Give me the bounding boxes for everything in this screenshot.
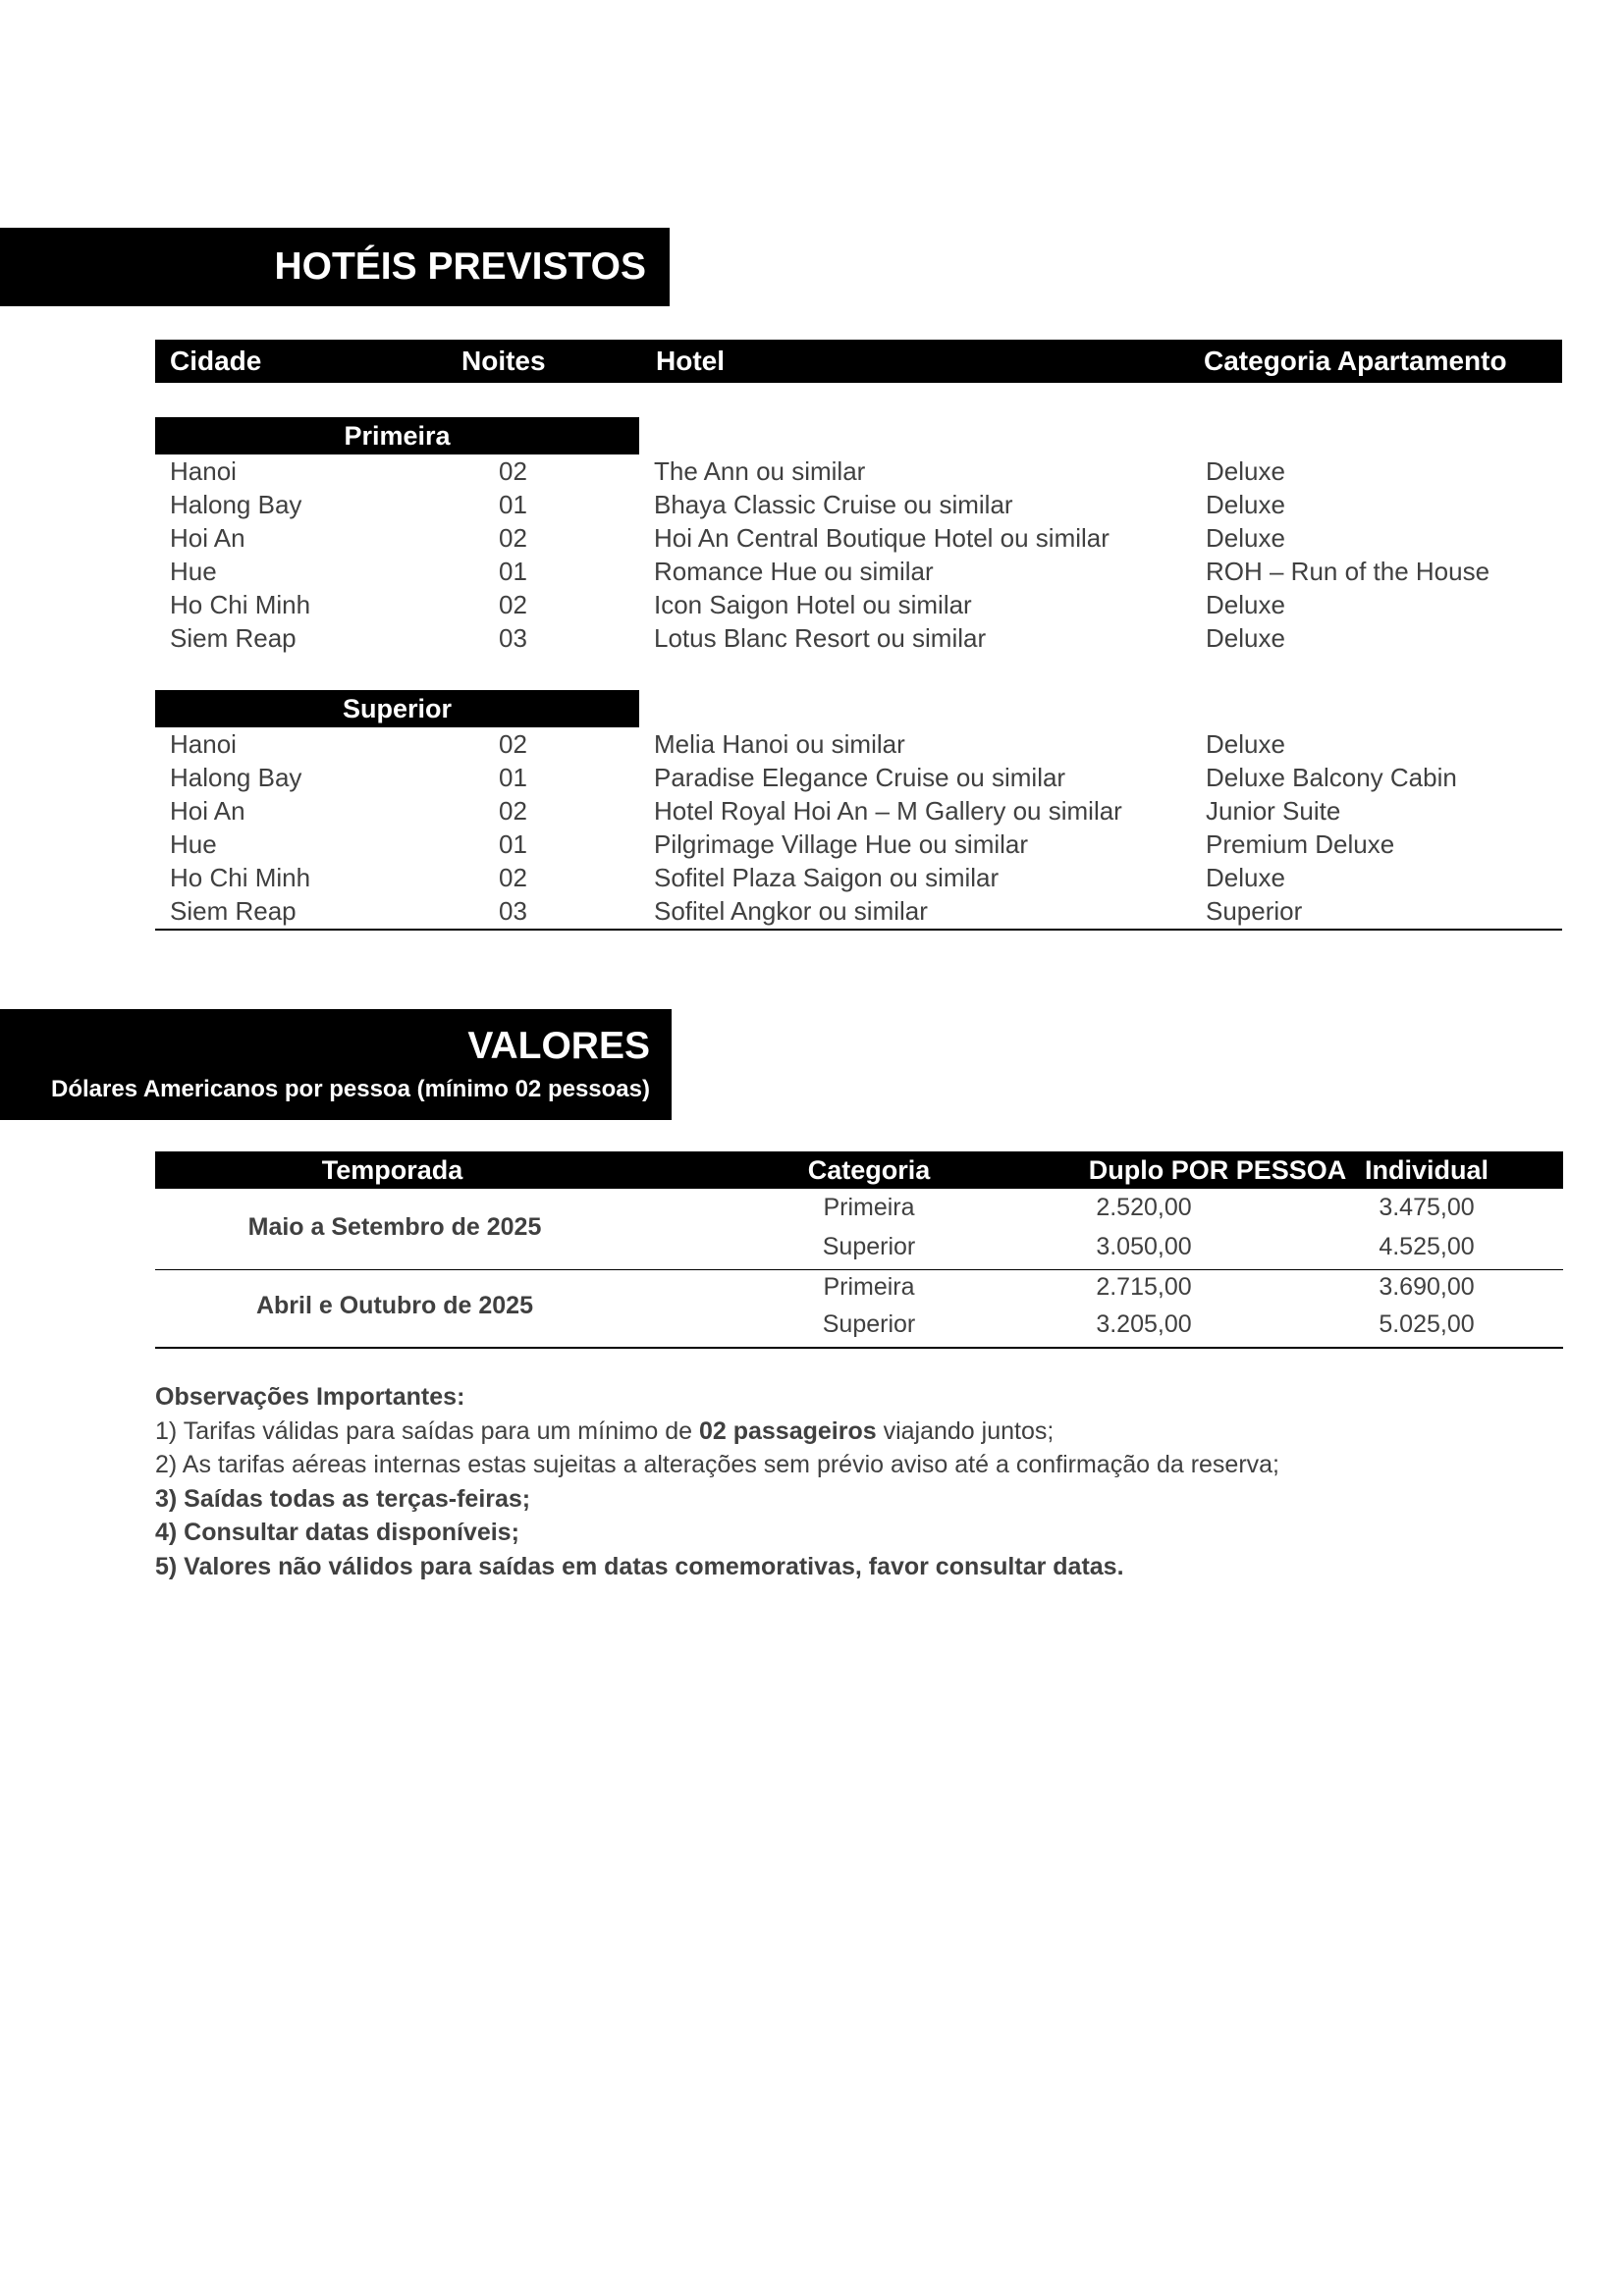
note-5: 5) Valores não válidos para saídas em datas comemorativas, favor consultar datas. bbox=[155, 1552, 1124, 1580]
city-cell: Hanoi bbox=[170, 729, 237, 759]
nights-cell: 03 bbox=[499, 896, 527, 926]
double-price-cell: 3.205,00 bbox=[1096, 1310, 1192, 1338]
category-cell: Primeira bbox=[823, 1194, 915, 1221]
header-city: Cidade bbox=[170, 346, 262, 376]
category-cell: Superior bbox=[822, 1310, 916, 1338]
prices-section-subtitle: Dólares Americanos por pessoa (mínimo 02 pessoas) bbox=[51, 1076, 650, 1102]
city-cell: Hue bbox=[170, 829, 217, 859]
note-3: 3) Saídas todas as terças-feiras; bbox=[155, 1484, 531, 1513]
table-row bbox=[0, 621, 1624, 655]
double-price-cell: 2.520,00 bbox=[1096, 1194, 1192, 1221]
header-double: Duplo POR PESSOA bbox=[1088, 1155, 1347, 1185]
category-cell: Junior Suite bbox=[1206, 796, 1341, 826]
single-price-cell: 3.690,00 bbox=[1379, 1273, 1475, 1301]
category-cell: Deluxe bbox=[1206, 863, 1285, 892]
single-price-cell: 3.475,00 bbox=[1379, 1194, 1475, 1221]
city-cell: Hoi An bbox=[170, 796, 245, 826]
category-cell: Superior bbox=[1206, 896, 1303, 926]
city-cell: Hanoi bbox=[170, 456, 237, 486]
season-name: Abril e Outubro de 2025 bbox=[255, 1292, 533, 1319]
table-row bbox=[0, 761, 1624, 794]
city-cell: Siem Reap bbox=[170, 623, 297, 653]
note-1-text: 1) Tarifas válidas para saídas para um mínimo de bbox=[155, 1416, 699, 1445]
nights-cell: 03 bbox=[499, 623, 527, 653]
city-cell: Siem Reap bbox=[170, 896, 297, 926]
table-row bbox=[0, 521, 1624, 555]
hotel-cell: Pilgrimage Village Hue ou similar bbox=[654, 829, 1029, 859]
category-cell: ROH – Run of the House bbox=[1206, 557, 1490, 586]
category-cell: Primeira bbox=[823, 1273, 915, 1301]
prices-section-title: VALORES bbox=[467, 1025, 650, 1067]
hotel-cell: Hotel Royal Hoi An – M Gallery ou similar bbox=[654, 796, 1122, 826]
notes-title: Observações Importantes: bbox=[155, 1383, 465, 1411]
note-1-bold: 02 passageiros bbox=[698, 1416, 877, 1445]
hotels-section-title: HOTÉIS PREVISTOS bbox=[274, 245, 646, 288]
important-notes bbox=[155, 1380, 1530, 1583]
category-cell: Deluxe bbox=[1206, 523, 1285, 553]
table-row bbox=[0, 894, 1624, 928]
header-single: Individual bbox=[1364, 1155, 1489, 1185]
category-cell: Deluxe bbox=[1206, 490, 1285, 519]
city-cell: Hue bbox=[170, 557, 217, 586]
group-label-primeira: Primeira bbox=[155, 417, 639, 454]
hotel-cell: Icon Saigon Hotel ou similar bbox=[654, 590, 972, 619]
single-price-cell: 5.025,00 bbox=[1379, 1310, 1475, 1338]
nights-cell: 01 bbox=[499, 829, 527, 859]
category-cell: Deluxe bbox=[1206, 456, 1285, 486]
nights-cell: 01 bbox=[499, 763, 527, 792]
price-row bbox=[0, 1228, 1624, 1265]
note-1 bbox=[155, 1415, 1530, 1449]
group-label-superior: Superior bbox=[155, 690, 639, 727]
category-cell: Deluxe bbox=[1206, 729, 1285, 759]
hotel-cell: Bhaya Classic Cruise ou similar bbox=[654, 490, 1013, 519]
city-cell: Halong Bay bbox=[170, 490, 302, 519]
table-row bbox=[0, 861, 1624, 894]
price-row bbox=[0, 1268, 1624, 1306]
price-row bbox=[0, 1306, 1624, 1343]
city-cell: Hoi An bbox=[170, 523, 245, 553]
nights-cell: 02 bbox=[499, 456, 527, 486]
header-hotel: Hotel bbox=[656, 346, 725, 376]
city-cell: Ho Chi Minh bbox=[170, 863, 311, 892]
prices-section-banner bbox=[0, 1009, 672, 1120]
table-row bbox=[0, 555, 1624, 588]
category-cell: Deluxe bbox=[1206, 623, 1285, 653]
note-1-tail: viajando juntos; bbox=[876, 1416, 1055, 1445]
price-row bbox=[0, 1189, 1624, 1226]
note-4: 4) Consultar datas disponíveis; bbox=[155, 1519, 519, 1546]
table-row bbox=[0, 727, 1624, 761]
hotels-section-banner bbox=[0, 228, 670, 306]
double-price-cell: 3.050,00 bbox=[1096, 1233, 1192, 1260]
double-price-cell: 2.715,00 bbox=[1096, 1273, 1192, 1301]
prices-table-header bbox=[155, 1151, 1563, 1189]
single-price-cell: 4.525,00 bbox=[1379, 1233, 1475, 1260]
nights-cell: 01 bbox=[499, 490, 527, 519]
table-row bbox=[0, 828, 1624, 861]
note-2: 2) As tarifas aéreas internas estas sujeitas a alterações sem prévio aviso até a confirmação da reserva; bbox=[155, 1451, 1280, 1478]
hotels-table-bottom-rule bbox=[155, 929, 1562, 931]
hotel-cell: Sofitel Angkor ou similar bbox=[654, 896, 928, 926]
hotel-cell: Hoi An Central Boutique Hotel ou similar bbox=[654, 523, 1110, 553]
table-row bbox=[0, 488, 1624, 521]
header-season: Temporada bbox=[321, 1155, 463, 1185]
header-category: Categoria bbox=[807, 1155, 931, 1185]
nights-cell: 02 bbox=[499, 729, 527, 759]
hotel-cell: The Ann ou similar bbox=[654, 456, 866, 486]
category-cell: Superior bbox=[822, 1233, 916, 1260]
hotel-cell: Melia Hanoi ou similar bbox=[654, 729, 905, 759]
city-cell: Halong Bay bbox=[170, 763, 302, 792]
hotel-cell: Lotus Blanc Resort ou similar bbox=[654, 623, 987, 653]
city-cell: Ho Chi Minh bbox=[170, 590, 311, 619]
hotel-cell: Paradise Elegance Cruise ou similar bbox=[654, 763, 1066, 792]
nights-cell: 02 bbox=[499, 863, 527, 892]
table-row bbox=[0, 588, 1624, 621]
category-cell: Premium Deluxe bbox=[1206, 829, 1395, 859]
header-room-category: Categoria Apartamento bbox=[1204, 346, 1507, 376]
hotel-cell: Sofitel Plaza Saigon ou similar bbox=[654, 863, 1000, 892]
header-nights: Noites bbox=[461, 346, 546, 376]
category-cell: Deluxe bbox=[1206, 590, 1285, 619]
hotels-table-header bbox=[155, 340, 1562, 383]
prices-table-bottom-rule bbox=[155, 1347, 1563, 1349]
category-cell: Deluxe Balcony Cabin bbox=[1206, 763, 1457, 792]
nights-cell: 02 bbox=[499, 796, 527, 826]
table-row bbox=[0, 794, 1624, 828]
nights-cell: 02 bbox=[499, 523, 527, 553]
season-name: Maio a Setembro de 2025 bbox=[247, 1213, 542, 1241]
nights-cell: 01 bbox=[499, 557, 527, 586]
hotel-cell: Romance Hue ou similar bbox=[654, 557, 934, 586]
table-row bbox=[0, 454, 1624, 488]
nights-cell: 02 bbox=[499, 590, 527, 619]
